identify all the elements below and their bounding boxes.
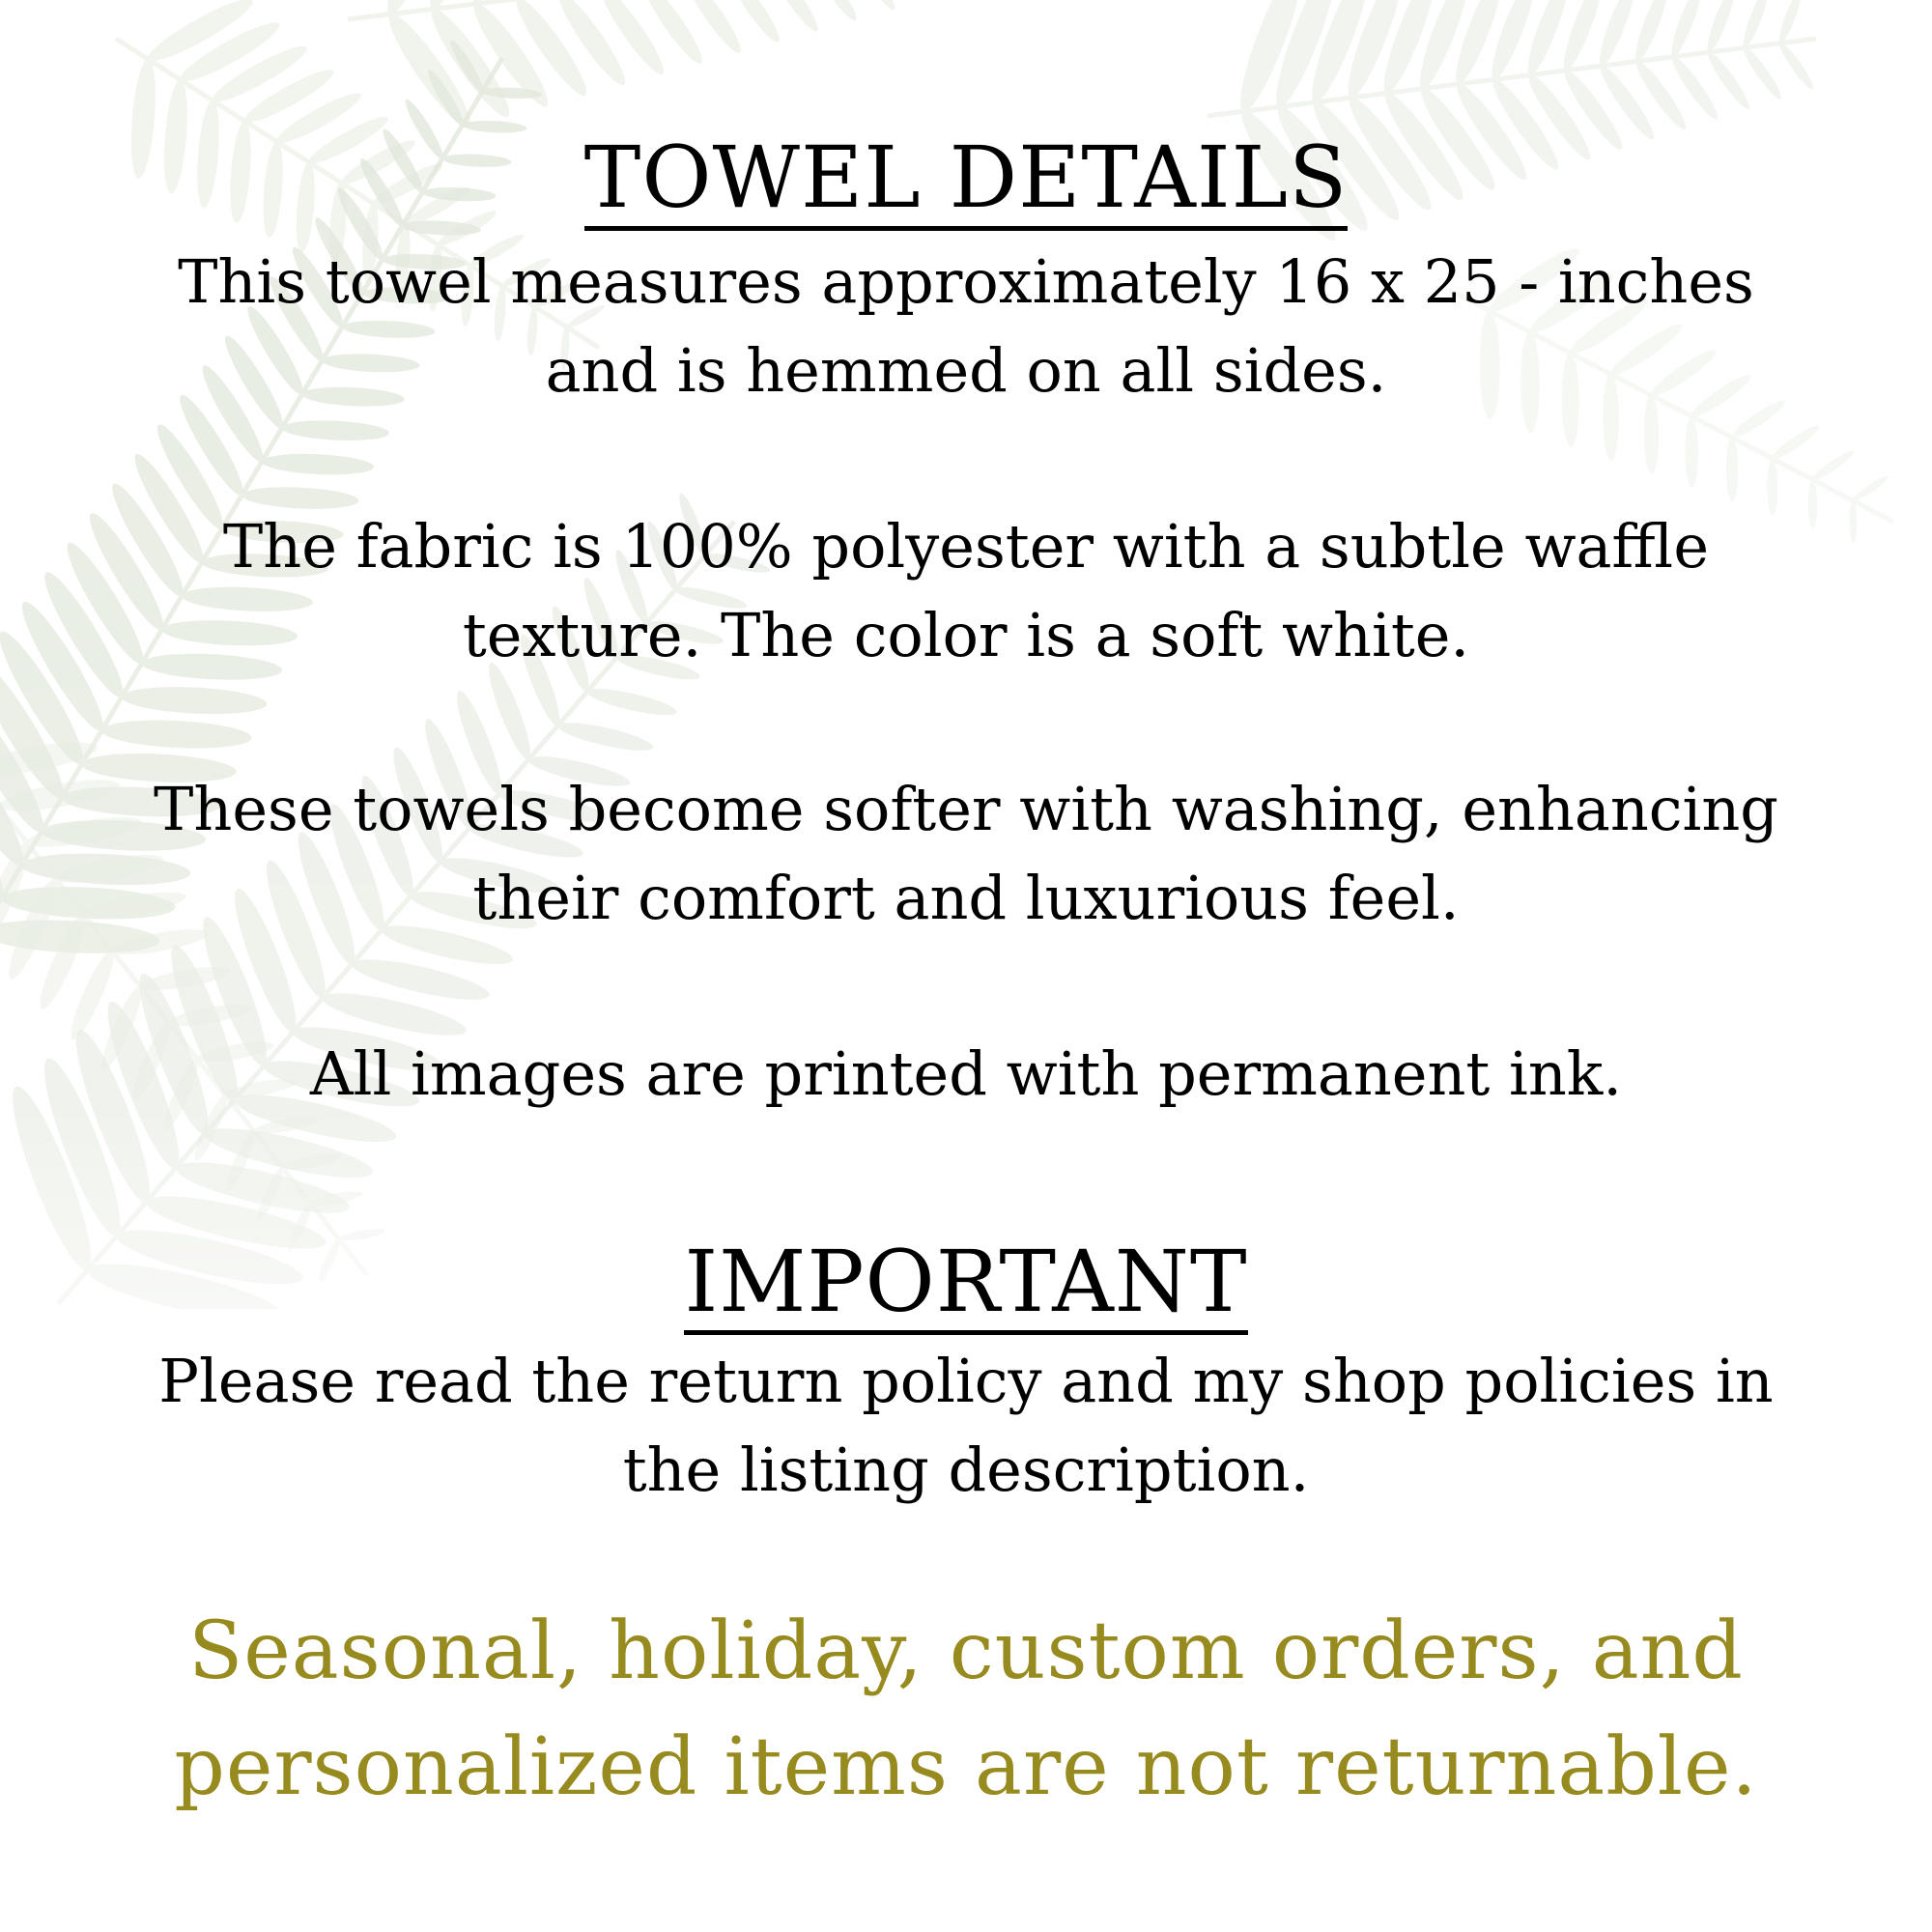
paragraph-return-policy: Please read the return policy and my shop policies in the listing description. bbox=[158, 1346, 1774, 1505]
important-heading: IMPORTANT bbox=[0, 1239, 1932, 1335]
non-returnable-notice: Seasonal, holiday, custom orders, and personalized items are not returnable. bbox=[174, 1605, 1758, 1813]
paragraph-measurements: This towel measures approximately 16 x 25 - inches and is hemmed on all sides. bbox=[178, 246, 1754, 406]
paragraph-softness: These towels become softer with washing, enhancing their comfort and luxurious feel. bbox=[154, 774, 1778, 933]
paragraph-ink: All images are printed with permanent ink. bbox=[309, 1038, 1623, 1109]
paragraph-fabric: The fabric is 100% polyester with a subtle waffle texture. The color is a soft white. bbox=[222, 511, 1710, 670]
towel-details-heading: TOWEL DETAILS bbox=[0, 135, 1932, 231]
